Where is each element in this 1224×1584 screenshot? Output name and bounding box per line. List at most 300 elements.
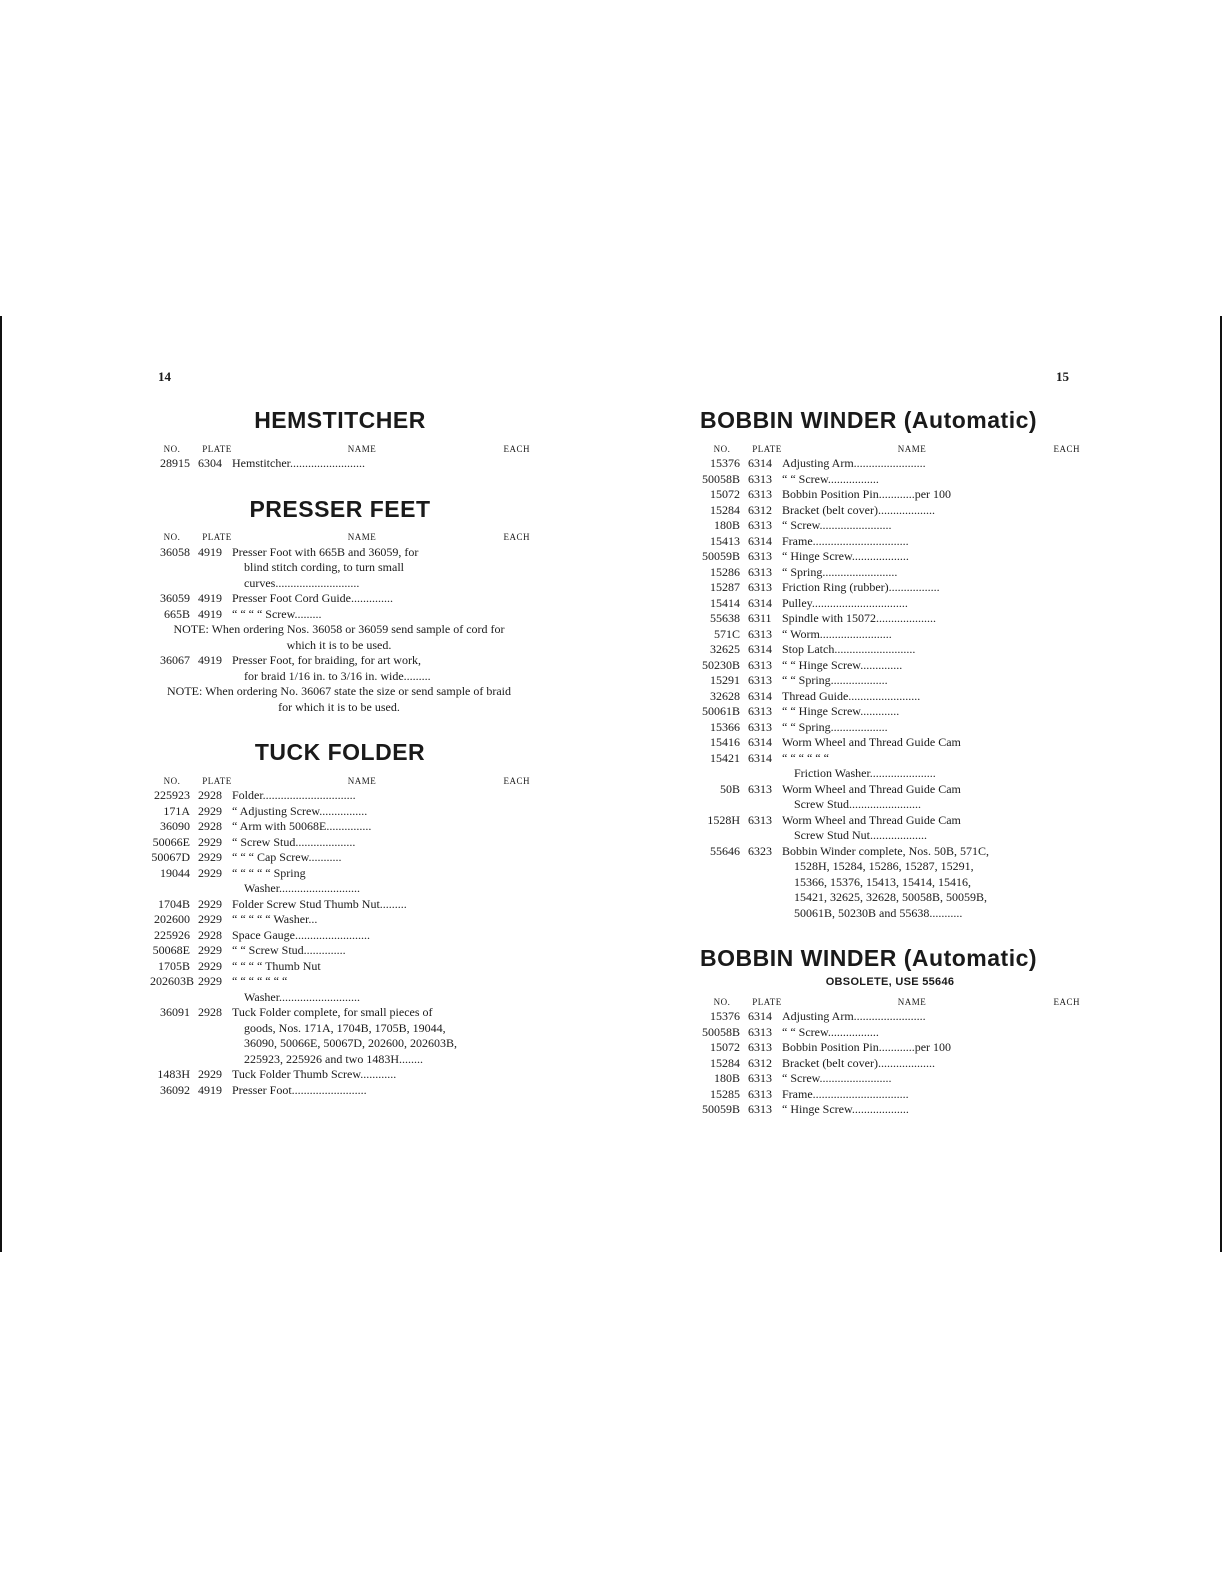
plate-number: 2929 xyxy=(198,1067,222,1081)
part-name: “ “ Screw................. xyxy=(782,471,879,486)
part-number: 15286 xyxy=(710,564,740,579)
plate-number xyxy=(744,906,782,922)
table-row xyxy=(150,1083,530,1099)
table-row xyxy=(700,859,1080,875)
header-each: EACH xyxy=(503,775,530,786)
table-row xyxy=(150,576,530,592)
plate-number xyxy=(744,797,782,813)
table-row xyxy=(700,704,1080,720)
part-number: 1528H xyxy=(707,812,740,827)
part-name: “ “ Hinge Screw.............. xyxy=(782,657,903,672)
part-name: Adjusting Arm........................ xyxy=(782,456,926,470)
table-row xyxy=(700,1056,1080,1072)
part-name: Friction Washer...................... xyxy=(794,766,936,780)
part-name: Adjusting Arm........................ xyxy=(782,1009,926,1023)
table-row xyxy=(700,1071,1080,1087)
header-no: NO. xyxy=(163,775,181,786)
plate-number: 6312 xyxy=(748,502,772,517)
table-row xyxy=(150,1021,530,1037)
table-row xyxy=(150,990,530,1006)
part-number: 36059 xyxy=(160,591,190,605)
plate-number: 6313 xyxy=(748,626,772,641)
part-name: “ “ “ “ “ “ xyxy=(782,750,829,765)
table-row xyxy=(150,804,530,820)
part-number: 1704B xyxy=(157,896,190,911)
table-row xyxy=(150,959,530,975)
table-row xyxy=(150,669,530,685)
part-name: Frame................................ xyxy=(782,1086,909,1101)
page-number-left: 14 xyxy=(158,369,171,384)
plate-number: 4919 xyxy=(198,606,222,621)
part-number: 15413 xyxy=(710,533,740,548)
plate-number: 6313 xyxy=(748,704,772,718)
plate-number: 6314 xyxy=(748,456,772,470)
part-name: “ Adjusting Screw................ xyxy=(232,803,368,818)
plate-number: 6314 xyxy=(748,642,772,656)
plate-number: 6313 xyxy=(748,487,772,501)
part-number xyxy=(700,859,744,875)
part-name: Folder Screw Stud Thumb Nut......... xyxy=(232,896,407,911)
part-number: 55638 xyxy=(710,611,740,625)
header-plate: PLATE xyxy=(202,443,232,454)
plate-number: 2928 xyxy=(198,819,222,833)
table-row xyxy=(700,642,1080,658)
plate-number: 2929 xyxy=(198,834,222,849)
part-number: 50B xyxy=(719,781,740,796)
table-row xyxy=(700,673,1080,689)
part-name: Presser Foot......................... xyxy=(232,1082,367,1097)
plate-number: 6311 xyxy=(748,611,772,625)
header-plate: PLATE xyxy=(202,775,232,786)
plate-number: 2929 xyxy=(198,943,222,957)
part-name: “ “ “ “ Thumb Nut xyxy=(232,958,321,973)
part-number: 15285 xyxy=(710,1086,740,1101)
column-headers xyxy=(700,994,1080,1009)
right-page xyxy=(700,405,1080,1118)
part-number: 225926 xyxy=(154,927,190,942)
plate-number: 6313 xyxy=(748,1086,772,1101)
table-row xyxy=(150,912,530,928)
part-number xyxy=(700,828,744,844)
page-number-right: 15 xyxy=(1056,369,1069,384)
table-row xyxy=(150,819,530,835)
column-headers xyxy=(150,530,530,545)
part-name: Worm Wheel and Thread Guide Cam xyxy=(782,781,961,796)
part-name: for braid 1/16 in. to 3/16 in. wide......... xyxy=(244,668,431,683)
part-name: “ “ Spring................... xyxy=(782,673,888,687)
header-plate: PLATE xyxy=(752,996,782,1007)
table-row xyxy=(700,503,1080,519)
table-row xyxy=(150,653,530,669)
part-number: 32625 xyxy=(710,642,740,656)
part-name: Hemstitcher......................... xyxy=(232,456,365,470)
header-no: NO. xyxy=(163,443,181,454)
table-row xyxy=(150,974,530,990)
part-number: 36092 xyxy=(160,1082,190,1097)
table-row xyxy=(150,560,530,576)
part-number: 50059B xyxy=(701,1102,740,1116)
part-name: Presser Foot Cord Guide.............. xyxy=(232,591,393,605)
table-row xyxy=(700,565,1080,581)
part-number: 55646 xyxy=(710,843,740,858)
plate-number xyxy=(194,990,232,1006)
plate-number: 6314 xyxy=(748,735,772,749)
part-number xyxy=(150,1036,194,1052)
part-number xyxy=(150,881,194,897)
plate-number: 4919 xyxy=(198,653,222,667)
plate-number: 6313 xyxy=(748,1071,772,1085)
header-name: NAME xyxy=(347,443,377,454)
part-number: 15414 xyxy=(710,595,740,610)
plate-number xyxy=(744,875,782,891)
table-row xyxy=(150,881,530,897)
plate-number xyxy=(744,890,782,906)
table-row xyxy=(700,813,1080,829)
part-name: 15366, 15376, 15413, 15414, 15416, xyxy=(794,874,971,889)
part-name: Bobbin Position Pin............per 100 xyxy=(782,1040,952,1054)
plate-number: 2929 xyxy=(198,850,222,864)
part-number xyxy=(150,669,194,685)
plate-number: 6314 xyxy=(748,533,772,548)
table-row xyxy=(700,518,1080,534)
part-number: 36090 xyxy=(160,819,190,833)
table-row xyxy=(700,534,1080,550)
part-number: 1483H xyxy=(157,1067,190,1081)
part-name: “ “ “ “ “ Spring xyxy=(232,865,306,880)
part-number: 50230B xyxy=(701,657,740,672)
plate-number: 2928 xyxy=(198,788,222,802)
part-name: curves............................ xyxy=(244,575,360,590)
plate-number xyxy=(744,828,782,844)
header-plate: PLATE xyxy=(202,532,232,542)
table-row xyxy=(150,788,530,804)
plate-number: 2929 xyxy=(198,865,222,880)
part-name: 36090, 50066E, 50067D, 202600, 202603B, xyxy=(244,1036,457,1050)
part-number xyxy=(700,875,744,891)
table-row xyxy=(700,735,1080,751)
section-title: TUCK FOLDER xyxy=(254,739,426,765)
plate-number: 6314 xyxy=(748,750,772,765)
part-number xyxy=(150,1021,194,1037)
column-headers xyxy=(150,441,530,456)
part-number: 15284 xyxy=(710,1055,740,1070)
header-plate: PLATE xyxy=(752,443,782,454)
part-name: Worm Wheel and Thread Guide Cam xyxy=(782,812,961,827)
table-row xyxy=(700,906,1080,922)
plate-number: 6313 xyxy=(748,719,772,734)
part-number xyxy=(150,576,194,592)
plate-number xyxy=(194,560,232,576)
plate-number: 6313 xyxy=(748,1024,772,1039)
plate-number: 6314 xyxy=(748,1009,772,1023)
part-name: Space Gauge......................... xyxy=(232,927,370,942)
part-name: 1528H, 15284, 15286, 15287, 15291, xyxy=(794,859,974,873)
table-row xyxy=(700,1009,1080,1025)
table-row xyxy=(700,580,1080,596)
part-name: Friction Ring (rubber)................. xyxy=(782,580,940,594)
table-row xyxy=(150,607,530,623)
plate-number: 2929 xyxy=(198,912,222,926)
part-name: goods, Nos. 171A, 1704B, 1705B, 19044, xyxy=(244,1020,446,1035)
part-name: “ “ “ Cap Screw........... xyxy=(232,850,342,864)
part-name: “ “ Screw................. xyxy=(782,1024,879,1039)
part-number: 171A xyxy=(163,803,190,818)
part-name: “ “ “ “ Screw......... xyxy=(232,606,322,621)
part-number: 180B xyxy=(713,1071,740,1085)
table-row xyxy=(150,866,530,882)
plate-number xyxy=(194,1036,232,1052)
part-name: Bracket (belt cover)................... xyxy=(782,502,935,517)
part-name: Worm Wheel and Thread Guide Cam xyxy=(782,735,961,749)
section-gap xyxy=(150,472,530,494)
part-number: 15072 xyxy=(710,1040,740,1054)
table-row xyxy=(150,1067,530,1083)
table-row xyxy=(700,720,1080,736)
header-name: NAME xyxy=(897,443,927,454)
plate-number: 6314 xyxy=(748,688,772,703)
part-number xyxy=(700,797,744,813)
header-each: EACH xyxy=(503,532,530,542)
table-row xyxy=(150,456,530,472)
table-row xyxy=(700,782,1080,798)
part-name: Presser Foot, for braiding, for art work, xyxy=(232,653,421,667)
table-row xyxy=(700,1025,1080,1041)
part-name: “ Hinge Screw................... xyxy=(782,549,909,563)
right-page-edge xyxy=(1220,316,1222,1252)
part-name: Tuck Folder complete, for small pieces of xyxy=(232,1005,433,1019)
plate-number: 6313 xyxy=(748,673,772,687)
table-row xyxy=(150,1036,530,1052)
column-headers xyxy=(700,441,1080,456)
part-name: Screw Stud Nut................... xyxy=(794,828,927,842)
part-number: 180B xyxy=(713,518,740,532)
part-number: 15287 xyxy=(710,580,740,594)
part-number: 15366 xyxy=(710,719,740,734)
part-name: “ “ “ “ “ “ “ xyxy=(232,974,288,988)
table-row xyxy=(150,850,530,866)
plate-number: 6313 xyxy=(748,1102,772,1116)
plate-number xyxy=(194,1052,232,1068)
section-gap xyxy=(700,921,1080,943)
plate-number xyxy=(744,766,782,782)
table-row xyxy=(150,1005,530,1021)
part-number: 50068E xyxy=(152,943,190,957)
plate-number: 6304 xyxy=(198,456,222,470)
table-row xyxy=(150,545,530,561)
part-number: 15376 xyxy=(710,456,740,470)
part-name: blind stitch cording, to turn small xyxy=(244,560,404,574)
table-row xyxy=(150,835,530,851)
part-number xyxy=(150,1052,194,1068)
plate-number: 2929 xyxy=(198,803,222,818)
plate-number: 6312 xyxy=(748,1055,772,1070)
table-row xyxy=(700,596,1080,612)
left-page-edge xyxy=(0,316,2,1252)
plate-number xyxy=(194,576,232,592)
table-row xyxy=(150,943,530,959)
part-name: Folder............................... xyxy=(232,788,356,802)
plate-number: 4919 xyxy=(198,1082,222,1097)
part-name: Bobbin Winder complete, Nos. 50B, 571C, xyxy=(782,843,989,858)
table-row xyxy=(700,689,1080,705)
header-name: NAME xyxy=(347,775,377,786)
part-number: 50058B xyxy=(701,471,740,486)
table-row xyxy=(700,1087,1080,1103)
table-row xyxy=(700,890,1080,906)
plate-number: 6313 xyxy=(748,657,772,672)
table-row xyxy=(150,897,530,913)
plate-number: 6313 xyxy=(748,812,772,827)
part-name: Washer........................... xyxy=(244,989,361,1004)
header-no: NO. xyxy=(713,443,731,454)
table-row xyxy=(700,844,1080,860)
part-number: 202600 xyxy=(154,912,190,926)
header-each: EACH xyxy=(1053,443,1080,454)
header-name: NAME xyxy=(347,532,377,542)
note: NOTE: When ordering No. 36067 state the size or send sample of braid for which it is to be used. xyxy=(166,684,512,714)
part-number: 15072 xyxy=(710,487,740,501)
part-number: 50061B xyxy=(701,704,740,718)
part-name: 225923, 225926 and two 1483H........ xyxy=(244,1051,423,1066)
header-no: NO. xyxy=(713,996,731,1007)
note: NOTE: When ordering Nos. 36058 or 36059 send sample of cord for which it is to be used. xyxy=(173,622,505,652)
table-row xyxy=(700,875,1080,891)
part-number: 1705B xyxy=(157,958,190,973)
header-each: EACH xyxy=(1053,996,1080,1007)
part-name: “ Screw........................ xyxy=(782,1071,892,1085)
part-number: 571C xyxy=(713,626,740,641)
table-row xyxy=(150,928,530,944)
plate-number: 2928 xyxy=(198,1005,222,1019)
part-name: Pulley................................ xyxy=(782,595,908,610)
part-number: 15284 xyxy=(710,502,740,517)
part-number: 19044 xyxy=(160,865,190,880)
part-name: Bobbin Position Pin............per 100 xyxy=(782,487,952,501)
header-name: NAME xyxy=(897,996,927,1007)
part-name: “ Spring......................... xyxy=(782,564,898,579)
part-name: “ Worm........................ xyxy=(782,626,892,641)
plate-number: 6313 xyxy=(748,564,772,579)
section-gap xyxy=(150,715,530,737)
plate-number: 6323 xyxy=(748,843,772,858)
header-each: EACH xyxy=(503,443,530,454)
table-row xyxy=(150,591,530,607)
part-number xyxy=(150,560,194,576)
part-name: Screw Stud........................ xyxy=(794,797,921,811)
plate-number: 6313 xyxy=(748,471,772,486)
plate-number xyxy=(744,859,782,875)
part-number: 32628 xyxy=(710,688,740,703)
part-name: “ “ Hinge Screw............. xyxy=(782,704,900,718)
table-row xyxy=(700,611,1080,627)
plate-number: 6313 xyxy=(748,580,772,594)
part-number: 15291 xyxy=(710,673,740,687)
table-row xyxy=(700,766,1080,782)
plate-number: 6313 xyxy=(748,1040,772,1054)
plate-number: 2929 xyxy=(198,958,222,973)
plate-number: 6313 xyxy=(748,781,772,796)
left-page xyxy=(150,405,530,1098)
part-number: 50058B xyxy=(701,1024,740,1039)
part-name: 15421, 32625, 32628, 50058B, 50059B, xyxy=(794,890,988,904)
part-number xyxy=(150,990,194,1006)
section-title: BOBBIN WINDER (Automatic) xyxy=(700,407,1038,433)
table-row xyxy=(700,658,1080,674)
table-row xyxy=(700,472,1080,488)
plate-number xyxy=(194,669,232,685)
part-name: “ Arm with 50068E............... xyxy=(232,819,372,833)
plate-number: 6313 xyxy=(748,549,772,563)
column-headers xyxy=(150,773,530,788)
part-number: 28915 xyxy=(160,456,190,470)
part-number: 36067 xyxy=(160,653,190,667)
table-row xyxy=(700,487,1080,503)
part-number xyxy=(700,766,744,782)
table-row xyxy=(700,828,1080,844)
part-name: Spindle with 15072.................... xyxy=(782,611,937,625)
part-number: 15376 xyxy=(710,1009,740,1023)
section-title: BOBBIN WINDER (Automatic) xyxy=(700,945,1038,971)
table-row xyxy=(700,751,1080,767)
part-name: “ “ “ “ “ Washer... xyxy=(232,912,318,926)
part-number xyxy=(700,890,744,906)
part-name: Thread Guide........................ xyxy=(782,688,921,703)
header-no: NO. xyxy=(163,532,181,542)
part-name: “ Screw........................ xyxy=(782,518,892,532)
plate-number: 6313 xyxy=(748,518,772,532)
part-name: Presser Foot with 665B and 36059, for xyxy=(232,544,419,559)
part-name: Tuck Folder Thumb Screw............ xyxy=(232,1067,397,1081)
section-title: PRESSER FEET xyxy=(249,495,431,522)
part-number: 36058 xyxy=(160,544,190,559)
part-name: Stop Latch........................... xyxy=(782,642,916,656)
part-number: 50066E xyxy=(152,834,190,849)
plate-number: 4919 xyxy=(198,544,222,559)
plate-number: 2928 xyxy=(198,927,222,942)
part-number: 50059B xyxy=(701,549,740,563)
section-subtitle: OBSOLETE, USE 55646 xyxy=(825,976,955,988)
part-name: Bracket (belt cover)................... xyxy=(782,1055,935,1070)
part-number: 225923 xyxy=(154,788,190,802)
plate-number: 2929 xyxy=(198,974,222,988)
section-title: HEMSTITCHER xyxy=(254,407,426,433)
part-number xyxy=(700,906,744,922)
part-name: “ “ Spring................... xyxy=(782,719,888,734)
table-row xyxy=(700,456,1080,472)
table-row xyxy=(700,1102,1080,1118)
table-row xyxy=(700,549,1080,565)
plate-number: 2929 xyxy=(198,896,222,911)
part-number: 665B xyxy=(163,606,190,621)
table-row xyxy=(700,627,1080,643)
table-row xyxy=(150,1052,530,1068)
part-name: Washer........................... xyxy=(244,881,361,895)
plate-number: 6314 xyxy=(748,595,772,610)
plate-number xyxy=(194,1021,232,1037)
part-number: 50067D xyxy=(151,850,190,864)
table-row xyxy=(700,1040,1080,1056)
part-number: 15421 xyxy=(710,750,740,765)
part-name: 50061B, 50230B and 55638........... xyxy=(794,905,963,920)
part-name: “ Screw Stud.................... xyxy=(232,834,356,849)
part-name: Frame................................ xyxy=(782,533,909,548)
part-number: 36091 xyxy=(160,1005,190,1019)
part-name: “ Hinge Screw................... xyxy=(782,1102,909,1116)
plate-number: 4919 xyxy=(198,591,222,605)
plate-number xyxy=(194,881,232,897)
table-row xyxy=(700,797,1080,813)
part-number: 15416 xyxy=(710,735,740,749)
